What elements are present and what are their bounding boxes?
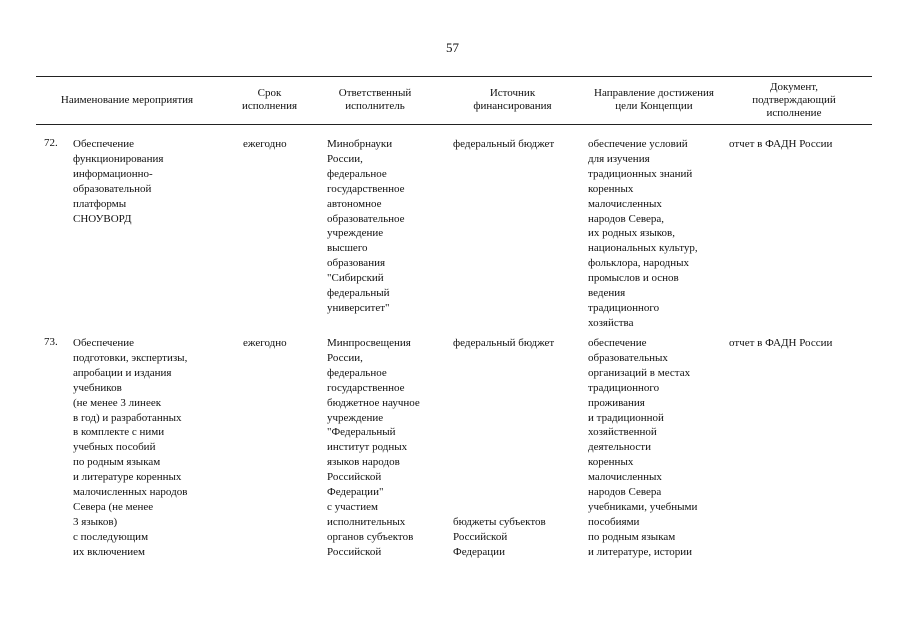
row-number: 73. xyxy=(44,336,58,348)
row-document: отчет в ФАДН России xyxy=(729,138,833,150)
header-source: Источник финансирования xyxy=(473,87,552,112)
row-source: федеральный бюджет xyxy=(453,138,555,150)
page-number: 57 xyxy=(446,40,459,55)
row-direction: обеспечение образовательных организаций в местах традиционного проживания и традиционной хозяйственной деятельности коренных малочисленных народов Севера учебниками, учебными пособиями по родным языкам и литературе, истории xyxy=(588,337,698,558)
row-responsible: Минобрнауки России, федеральное государственное автономное образовательное учреждение высшего образования "Сибирский федеральный университет" xyxy=(327,138,405,314)
table-header-rule xyxy=(36,124,872,125)
header-term: Срок исполнения xyxy=(241,87,298,112)
row-name: Обеспечение функционирования информационно- образовательной платформы СНОУВОРД xyxy=(73,138,164,225)
header-direction: Направление достижения цели Концепции xyxy=(594,87,714,112)
table-top-rule xyxy=(36,76,872,77)
row-source: федеральный бюджет xyxy=(453,337,555,349)
row-term: ежегодно xyxy=(243,337,287,349)
header-responsible: Ответственный исполнитель xyxy=(338,87,412,112)
row-name: Обеспечение подготовки, экспертизы, апробации и издания учебников (не менее 3 линеек в год) и разработанных в комплекте с ними учебных пособий по родным языкам и литературе коренных малочисленных народов Севера (не менее 3 языков) с последующим их включением xyxy=(73,337,188,558)
row-term: ежегодно xyxy=(243,138,287,150)
row-document: отчет в ФАДН России xyxy=(729,337,833,349)
row-direction: обеспечение условий для изучения традиционных знаний коренных малочисленных народов Севера, их родных языков, национальных культур, фольклора, народных промыслов и основ ведения традиционного хозяйства xyxy=(588,138,698,329)
header-document: Документ, подтверждающий исполнение xyxy=(752,80,836,119)
row-source-extra: бюджеты субъектов Российской Федерации xyxy=(453,516,546,558)
header-name: Наименование мероприятия xyxy=(60,93,194,106)
row-responsible: Минпросвещения России, федеральное государственное бюджетное научное учреждение "Федеральный институт родных языков народов Российской Федерации" с участием исполнительных органов субъектов Российской xyxy=(327,337,420,558)
row-number: 72. xyxy=(44,137,58,149)
